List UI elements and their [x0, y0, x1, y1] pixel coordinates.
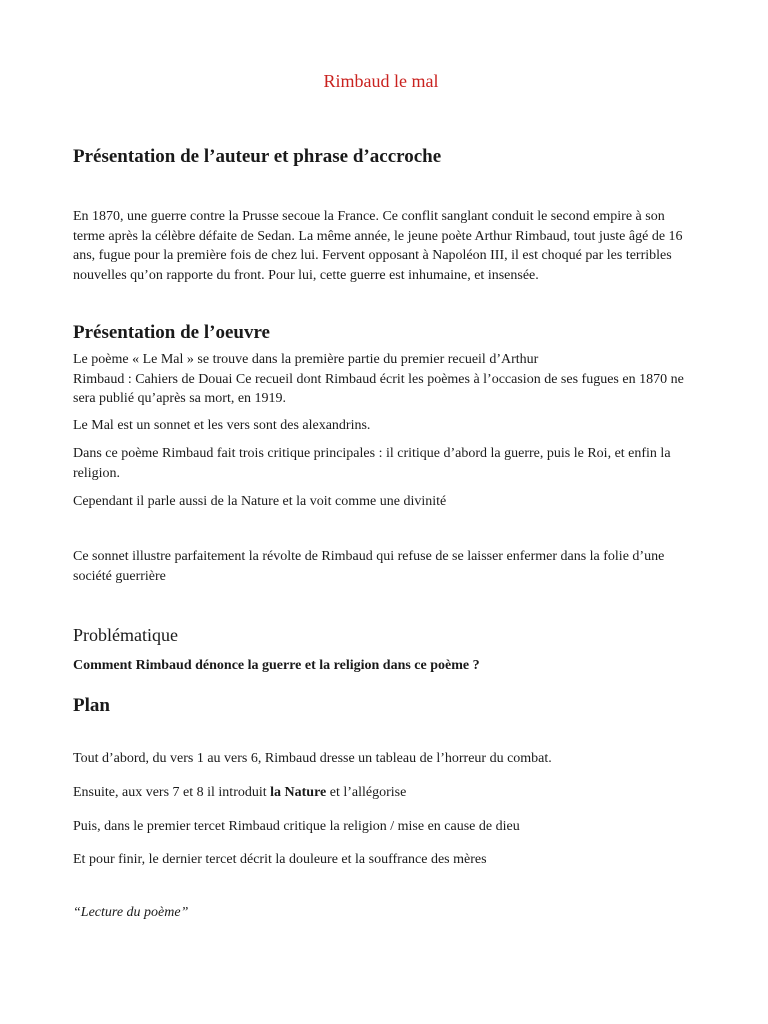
paragraph-critiques: Dans ce poème Rimbaud fait trois critique principales : il critique d’abord la guerre, puis le Roi, et enfin la religion. [73, 446, 671, 481]
paragraph-sonnet: Le Mal est un sonnet et les vers sont des alexandrins. [73, 418, 371, 433]
plan-item-4: Et pour finir, le dernier tercet décrit la douleure et la souffrance des mères [73, 852, 487, 867]
paragraph-intro: En 1870, une guerre contre la Prusse secoue la France. Ce conflit sanglant conduit le second empire à son terme après la célèbre défaite de Sedan. La même année, le jeune poète Arthur Rimbaud, tout juste âgé de 16 ans, fugue pour la première fois de chez lui. Fervent opposant à Napoléon III, il est choqué par les terribles nouvelles qu’on rapporte du front. Pour lui, cette guerre est inhumaine, et insensée. [73, 209, 683, 283]
heading-author-presentation: Présentation de l’auteur et phrase d’accroche [73, 146, 442, 167]
heading-problematique: Problématique [73, 625, 178, 645]
problematique-question: Comment Rimbaud dénonce la guerre et la religion dans ce poème ? [73, 658, 480, 673]
paragraph-work-line1: Le poème « Le Mal » se trouve dans la première partie du premier recueil d’Arthur [73, 352, 539, 367]
paragraph-work-rest: Rimbaud : Cahiers de Douai Ce recueil dont Rimbaud écrit les poèmes à l’occasion de ses fugues en 1870 ne sera publié qu’après sa mort, en 1919. [73, 371, 684, 406]
plan-item-2 [73, 783, 698, 803]
plan-item-2-start: Ensuite, aux vers 7 et 8 il introduit [73, 785, 271, 800]
heading-plan: Plan [73, 695, 110, 716]
paragraph-revolt: Ce sonnet illustre parfaitement la révolte de Rimbaud qui refuse de se laisser enfermer dans la folie d’une société guerrière [73, 549, 665, 584]
plan-item-3: Puis, dans le premier tercet Rimbaud critique la religion / mise en cause de dieu [73, 819, 520, 834]
document-title: Rimbaud le mal [323, 71, 439, 91]
heading-work-presentation: Présentation de l’oeuvre [73, 322, 270, 343]
paragraph-nature: Cependant il parle aussi de la Nature et la voit comme une divinité [73, 494, 447, 509]
plan-item-2-bold: la Nature [270, 785, 327, 800]
poem-reading-label: “Lecture du poème” [73, 905, 189, 920]
plan-item-1: Tout d’abord, du vers 1 au vers 6, Rimbaud dresse un tableau de l’horreur du combat. [73, 751, 552, 766]
plan-item-2-end: et l’allégorise [326, 785, 407, 800]
